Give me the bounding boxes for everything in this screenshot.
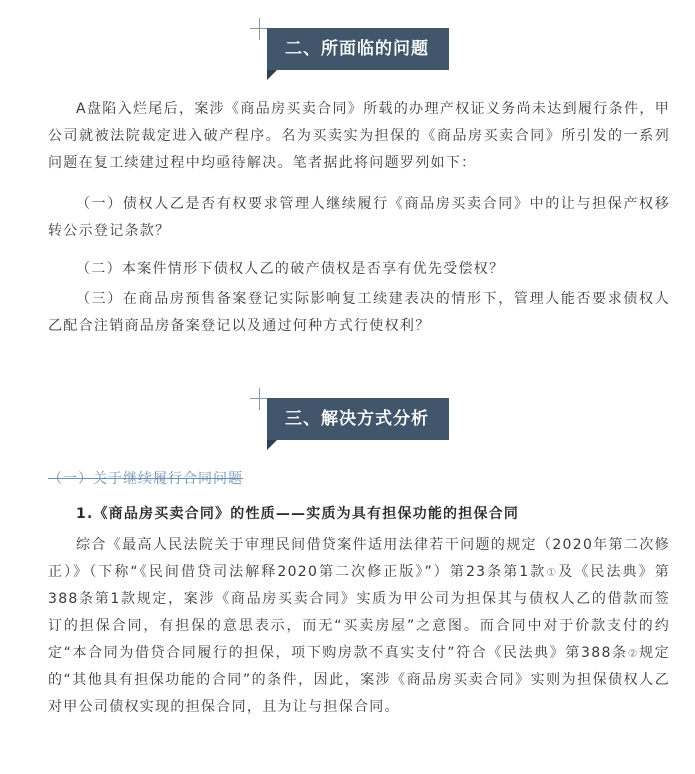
section-2-intro: A盘陷入烂尾后，案涉《商品房买卖合同》所载的办理产权证义务尚未达到履行条件，甲公司就被法院裁定进入破产程序。名为买卖实为担保的《商品房买卖合同》所引发的一系列问题在复工续建过程中均亟待解决。笔者据此将问题罗列如下： bbox=[48, 101, 670, 171]
body-text-part-3: 规定的“其他具有担保功能的合同”的条件，因此，案涉《商品房买卖合同》实则为担保债权人乙对甲公司债权实现的担保合同，且为让与担保合同。 bbox=[48, 645, 670, 715]
crosshair-decoration-vertical bbox=[259, 388, 260, 410]
question-2: （二）本案件情形下债权人乙的破产债权是否享有优先受偿权？ bbox=[76, 261, 505, 277]
footnote-marker-1: ① bbox=[546, 566, 559, 579]
point-1-body bbox=[48, 532, 670, 721]
title-fold-decoration bbox=[267, 70, 277, 80]
question-3: （三）在商品房预售备案登记实际影响复工续建表决的情形下，管理人能否要求债权人乙配合注销商品房备案登记以及通过何种方式行使权利？ bbox=[48, 291, 670, 334]
subsection-heading: （一）关于继续履行合同问题 bbox=[48, 471, 243, 487]
question-1: （一）债权人乙是否有权要求管理人继续履行《商品房买卖合同》中的让与担保产权移转公示登记条款？ bbox=[48, 196, 670, 239]
body-text-part-1: 综合《最高人民法院关于审理民间借贷案件适用法律若干问题的规定（2020年第二次修正）》（下称“《民间借贷司法解释2020第二次修正版》”）第23条第1款 bbox=[48, 537, 670, 580]
body-text-part-2: 及《民法典》第388条第1款规定，案涉《商品房买卖合同》实质为甲公司为担保其与债权人乙的借款而签订的担保合同，有担保的意思表示，而无“买卖房屋”之意图。而合同中对于价款支付的约定“本合同为借贷合同履行的担保，项下购房款不真实支付”符合《民法典》第388条 bbox=[48, 564, 670, 661]
crosshair-decoration-vertical bbox=[259, 18, 260, 40]
title-fold-decoration bbox=[267, 440, 277, 450]
point-1-heading: 1.《商品房买卖合同》的性质——实质为具有担保功能的担保合同 bbox=[76, 506, 520, 522]
section-3-title: 三、解决方式分析 bbox=[267, 398, 449, 440]
footnote-marker-2: ② bbox=[627, 647, 640, 660]
section-2-title: 二、所面临的问题 bbox=[267, 28, 449, 70]
